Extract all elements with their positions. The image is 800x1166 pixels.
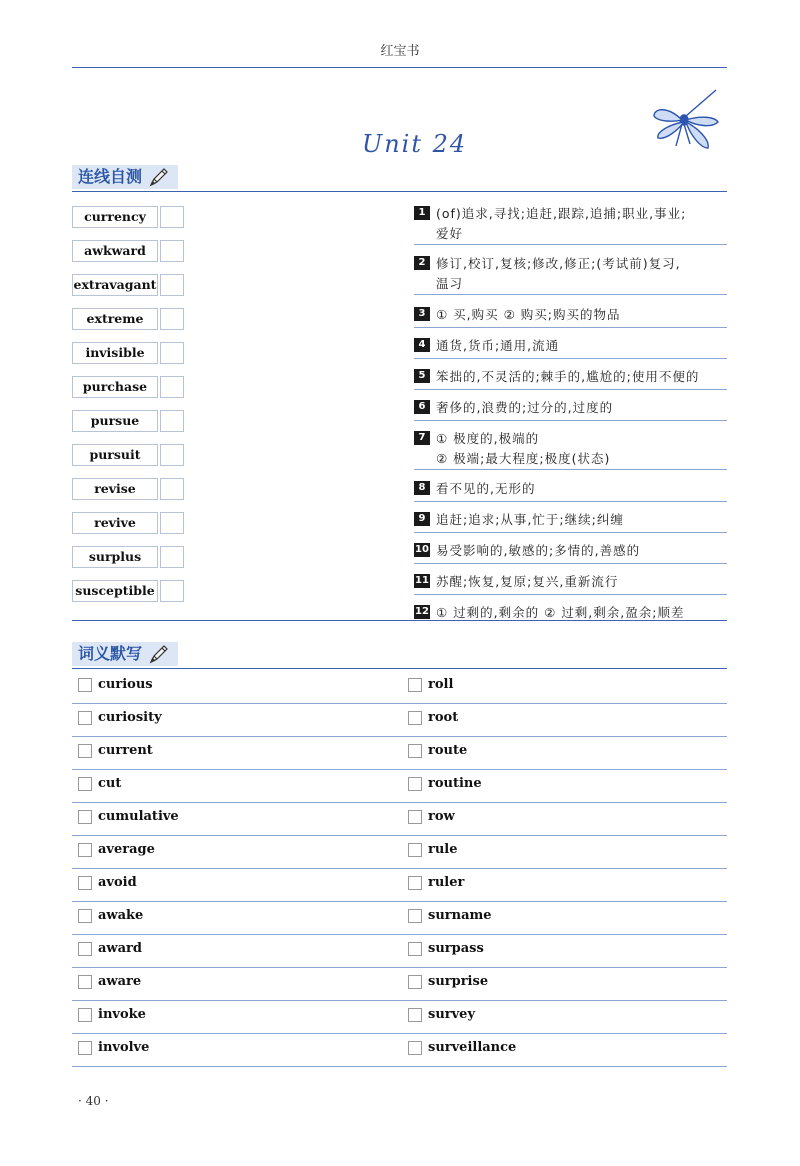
- checkbox[interactable]: [78, 810, 92, 824]
- vocab-word: surname: [428, 908, 492, 923]
- match-word: purchase: [72, 376, 158, 398]
- match-word: susceptible: [72, 580, 158, 602]
- vocab-row: [72, 703, 727, 737]
- checkbox[interactable]: [408, 876, 422, 890]
- vocab-row: [72, 934, 727, 968]
- definition-text: 修订,校订,复核;修改,修正;(考试前)复习, 温习: [436, 256, 681, 291]
- vocab-word: invoke: [98, 1007, 146, 1022]
- match-word-row: [72, 580, 184, 602]
- vocab-row: [72, 670, 727, 704]
- checkbox[interactable]: [78, 1008, 92, 1022]
- vocab-row: [72, 901, 727, 935]
- checkbox[interactable]: [408, 744, 422, 758]
- vocab-item: [78, 842, 155, 857]
- vocab-item: [78, 974, 141, 989]
- definition-number: 8: [414, 481, 430, 495]
- vocab-row: [72, 736, 727, 770]
- answer-box[interactable]: [160, 512, 184, 534]
- answer-box[interactable]: [160, 206, 184, 228]
- vocab-word: ruler: [428, 875, 465, 890]
- match-section-header: [72, 165, 727, 192]
- definition-number: 12: [415, 606, 429, 617]
- vocab-word: awake: [98, 908, 144, 923]
- definition-row: [414, 599, 727, 621]
- vocab-item: [408, 941, 484, 956]
- match-word-row: [72, 274, 184, 296]
- vocab-item: [408, 1040, 516, 1055]
- match-word-row: [72, 478, 184, 500]
- vocab-item: [78, 941, 142, 956]
- vocab-item: [408, 743, 467, 758]
- vocab-row: [72, 835, 727, 869]
- vocab-row: [72, 1033, 727, 1067]
- definition-row: [414, 394, 727, 421]
- pencil-icon: [148, 643, 170, 665]
- checkbox[interactable]: [408, 942, 422, 956]
- vocab-item: [78, 1007, 146, 1022]
- match-word: invisible: [72, 342, 158, 364]
- definition-row: [414, 475, 727, 502]
- dragonfly-icon: [648, 86, 728, 166]
- match-word-row: [72, 410, 184, 432]
- vocab-row: [72, 967, 727, 1001]
- vocab-word: row: [428, 809, 455, 824]
- definition-row: [414, 301, 727, 328]
- definition-number: 4: [414, 338, 430, 352]
- checkbox[interactable]: [78, 843, 92, 857]
- vocab-item: [408, 710, 458, 725]
- answer-box[interactable]: [160, 342, 184, 364]
- vocab-word: average: [98, 842, 155, 857]
- vocab-row: [72, 868, 727, 902]
- definition-row: [414, 506, 727, 533]
- definition-number: 10: [415, 544, 429, 555]
- vocab-item: [78, 677, 153, 692]
- definition-number: 2: [414, 256, 430, 270]
- checkbox[interactable]: [78, 942, 92, 956]
- definition-row: [414, 332, 727, 359]
- definition-text: 苏醒;恢复,复原;复兴,重新流行: [436, 574, 619, 589]
- match-word-row: [72, 206, 184, 228]
- vocab-word: cut: [98, 776, 122, 791]
- match-word-row: [72, 376, 184, 398]
- checkbox[interactable]: [408, 777, 422, 791]
- vocab-word: current: [98, 743, 153, 758]
- checkbox[interactable]: [408, 843, 422, 857]
- vocab-word: curiosity: [98, 710, 162, 725]
- vocab-word: award: [98, 941, 142, 956]
- vocab-item: [78, 710, 162, 725]
- definition-row: [414, 250, 727, 295]
- vocab-word: surprise: [428, 974, 489, 989]
- vocab-word: rule: [428, 842, 458, 857]
- vocab-item: [408, 908, 492, 923]
- checkbox[interactable]: [78, 744, 92, 758]
- answer-box[interactable]: [160, 274, 184, 296]
- definition-number: 9: [414, 512, 430, 526]
- vocab-item: [78, 776, 121, 791]
- vocab-item: [78, 875, 137, 890]
- vocab-word: surveillance: [428, 1040, 517, 1055]
- match-word: revise: [72, 478, 158, 500]
- answer-box[interactable]: [160, 444, 184, 466]
- match-word: surplus: [72, 546, 158, 568]
- match-word-row: [72, 308, 184, 330]
- checkbox[interactable]: [408, 1041, 422, 1055]
- definition-text: 易受影响的,敏感的;多情的,善感的: [436, 543, 641, 558]
- vocab-item: [408, 974, 488, 989]
- checkbox[interactable]: [78, 777, 92, 791]
- vocab-item: [408, 842, 458, 857]
- match-word-row: [72, 512, 184, 534]
- vocab-word: aware: [98, 974, 142, 989]
- definition-number: 6: [414, 400, 430, 414]
- answer-box[interactable]: [160, 240, 184, 262]
- page-number: · 40 ·: [78, 1094, 109, 1108]
- vocab-word: route: [428, 743, 468, 758]
- vocab-word: routine: [428, 776, 482, 791]
- definition-row: [414, 200, 727, 245]
- vocab-row: [72, 802, 727, 836]
- vocab-item: [408, 776, 482, 791]
- definition-text: ① 极度的,极端的 ② 极端;最大程度;极度(状态): [436, 431, 611, 466]
- vocab-section-label: [72, 642, 178, 666]
- definition-number: 3: [414, 307, 430, 321]
- checkbox[interactable]: [78, 876, 92, 890]
- checkbox[interactable]: [408, 810, 422, 824]
- match-word-row: [72, 240, 184, 262]
- match-word: pursuit: [72, 444, 158, 466]
- checkbox[interactable]: [78, 678, 92, 692]
- vocab-item: [78, 743, 153, 758]
- pencil-icon: [148, 166, 170, 188]
- vocab-item: [78, 809, 179, 824]
- checkbox[interactable]: [408, 1008, 422, 1022]
- checkbox[interactable]: [78, 1041, 92, 1055]
- definition-text: 通货,货币;通用,流通: [436, 338, 560, 353]
- match-word: awkward: [72, 240, 158, 262]
- vocab-section-header: [72, 642, 727, 669]
- vocab-item: [408, 875, 464, 890]
- vocab-item: [78, 1040, 149, 1055]
- match-word: extravagant: [72, 274, 158, 296]
- running-header: 红宝书: [380, 44, 420, 59]
- definition-row: [414, 363, 727, 390]
- checkbox[interactable]: [78, 711, 92, 725]
- vocab-word: avoid: [98, 875, 137, 890]
- match-section-label: [72, 165, 178, 189]
- vocab-row: [72, 769, 727, 803]
- definition-text: 奢侈的,浪费的;过分的,过度的: [436, 400, 614, 415]
- definition-text: ① 过剩的,剩余的 ② 过剩,剩余,盈余;顺差: [436, 605, 685, 620]
- answer-box[interactable]: [160, 546, 184, 568]
- vocab-item: [408, 809, 455, 824]
- definition-number: 7: [414, 431, 430, 445]
- checkbox[interactable]: [408, 711, 422, 725]
- answer-box[interactable]: [160, 308, 184, 330]
- answer-box[interactable]: [160, 410, 184, 432]
- definition-number: 5: [414, 369, 430, 383]
- definition-row: [414, 425, 727, 470]
- section-divider: [72, 620, 727, 621]
- vocab-word: curious: [98, 677, 153, 692]
- answer-box[interactable]: [160, 580, 184, 602]
- definition-text: 看不见的,无形的: [436, 481, 536, 496]
- match-word-row: [72, 342, 184, 364]
- unit-title: Unit 24: [362, 130, 468, 158]
- vocab-word: root: [428, 710, 459, 725]
- vocab-item: [408, 1007, 475, 1022]
- definition-row: [414, 537, 727, 564]
- checkbox[interactable]: [408, 909, 422, 923]
- vocab-word: surpass: [428, 941, 484, 956]
- match-word: extreme: [72, 308, 158, 330]
- vocab-section-title: 词义默写: [78, 644, 143, 663]
- vocab-word: involve: [98, 1040, 150, 1055]
- definition-number: 1: [414, 206, 430, 220]
- match-word: revive: [72, 512, 158, 534]
- definition-text: 笨拙的,不灵活的;棘手的,尴尬的;使用不便的: [436, 369, 700, 384]
- definition-row: [414, 568, 727, 595]
- vocab-word: roll: [428, 677, 454, 692]
- match-word-row: [72, 444, 184, 466]
- vocab-word: survey: [428, 1007, 475, 1022]
- match-section-title: 连线自测: [78, 167, 143, 186]
- vocab-row: [72, 1000, 727, 1034]
- match-word: pursue: [72, 410, 158, 432]
- vocab-item: [408, 677, 453, 692]
- checkbox[interactable]: [408, 678, 422, 692]
- definition-text: 追赶;追求;从事,忙于;继续;纠缠: [436, 512, 624, 527]
- checkbox[interactable]: [78, 909, 92, 923]
- match-word: currency: [72, 206, 158, 228]
- header-rule: [72, 67, 727, 68]
- answer-box[interactable]: [160, 478, 184, 500]
- vocab-item: [78, 908, 143, 923]
- definition-text: ① 买,购买 ② 购买;购买的物品: [436, 307, 621, 322]
- checkbox[interactable]: [408, 975, 422, 989]
- definition-text: (of)追求,寻找;追赶,跟踪,追捕;职业,事业; 爱好: [436, 206, 687, 241]
- vocab-word: cumulative: [98, 809, 179, 824]
- checkbox[interactable]: [78, 975, 92, 989]
- definition-number: 11: [415, 575, 429, 586]
- match-word-row: [72, 546, 184, 568]
- answer-box[interactable]: [160, 376, 184, 398]
